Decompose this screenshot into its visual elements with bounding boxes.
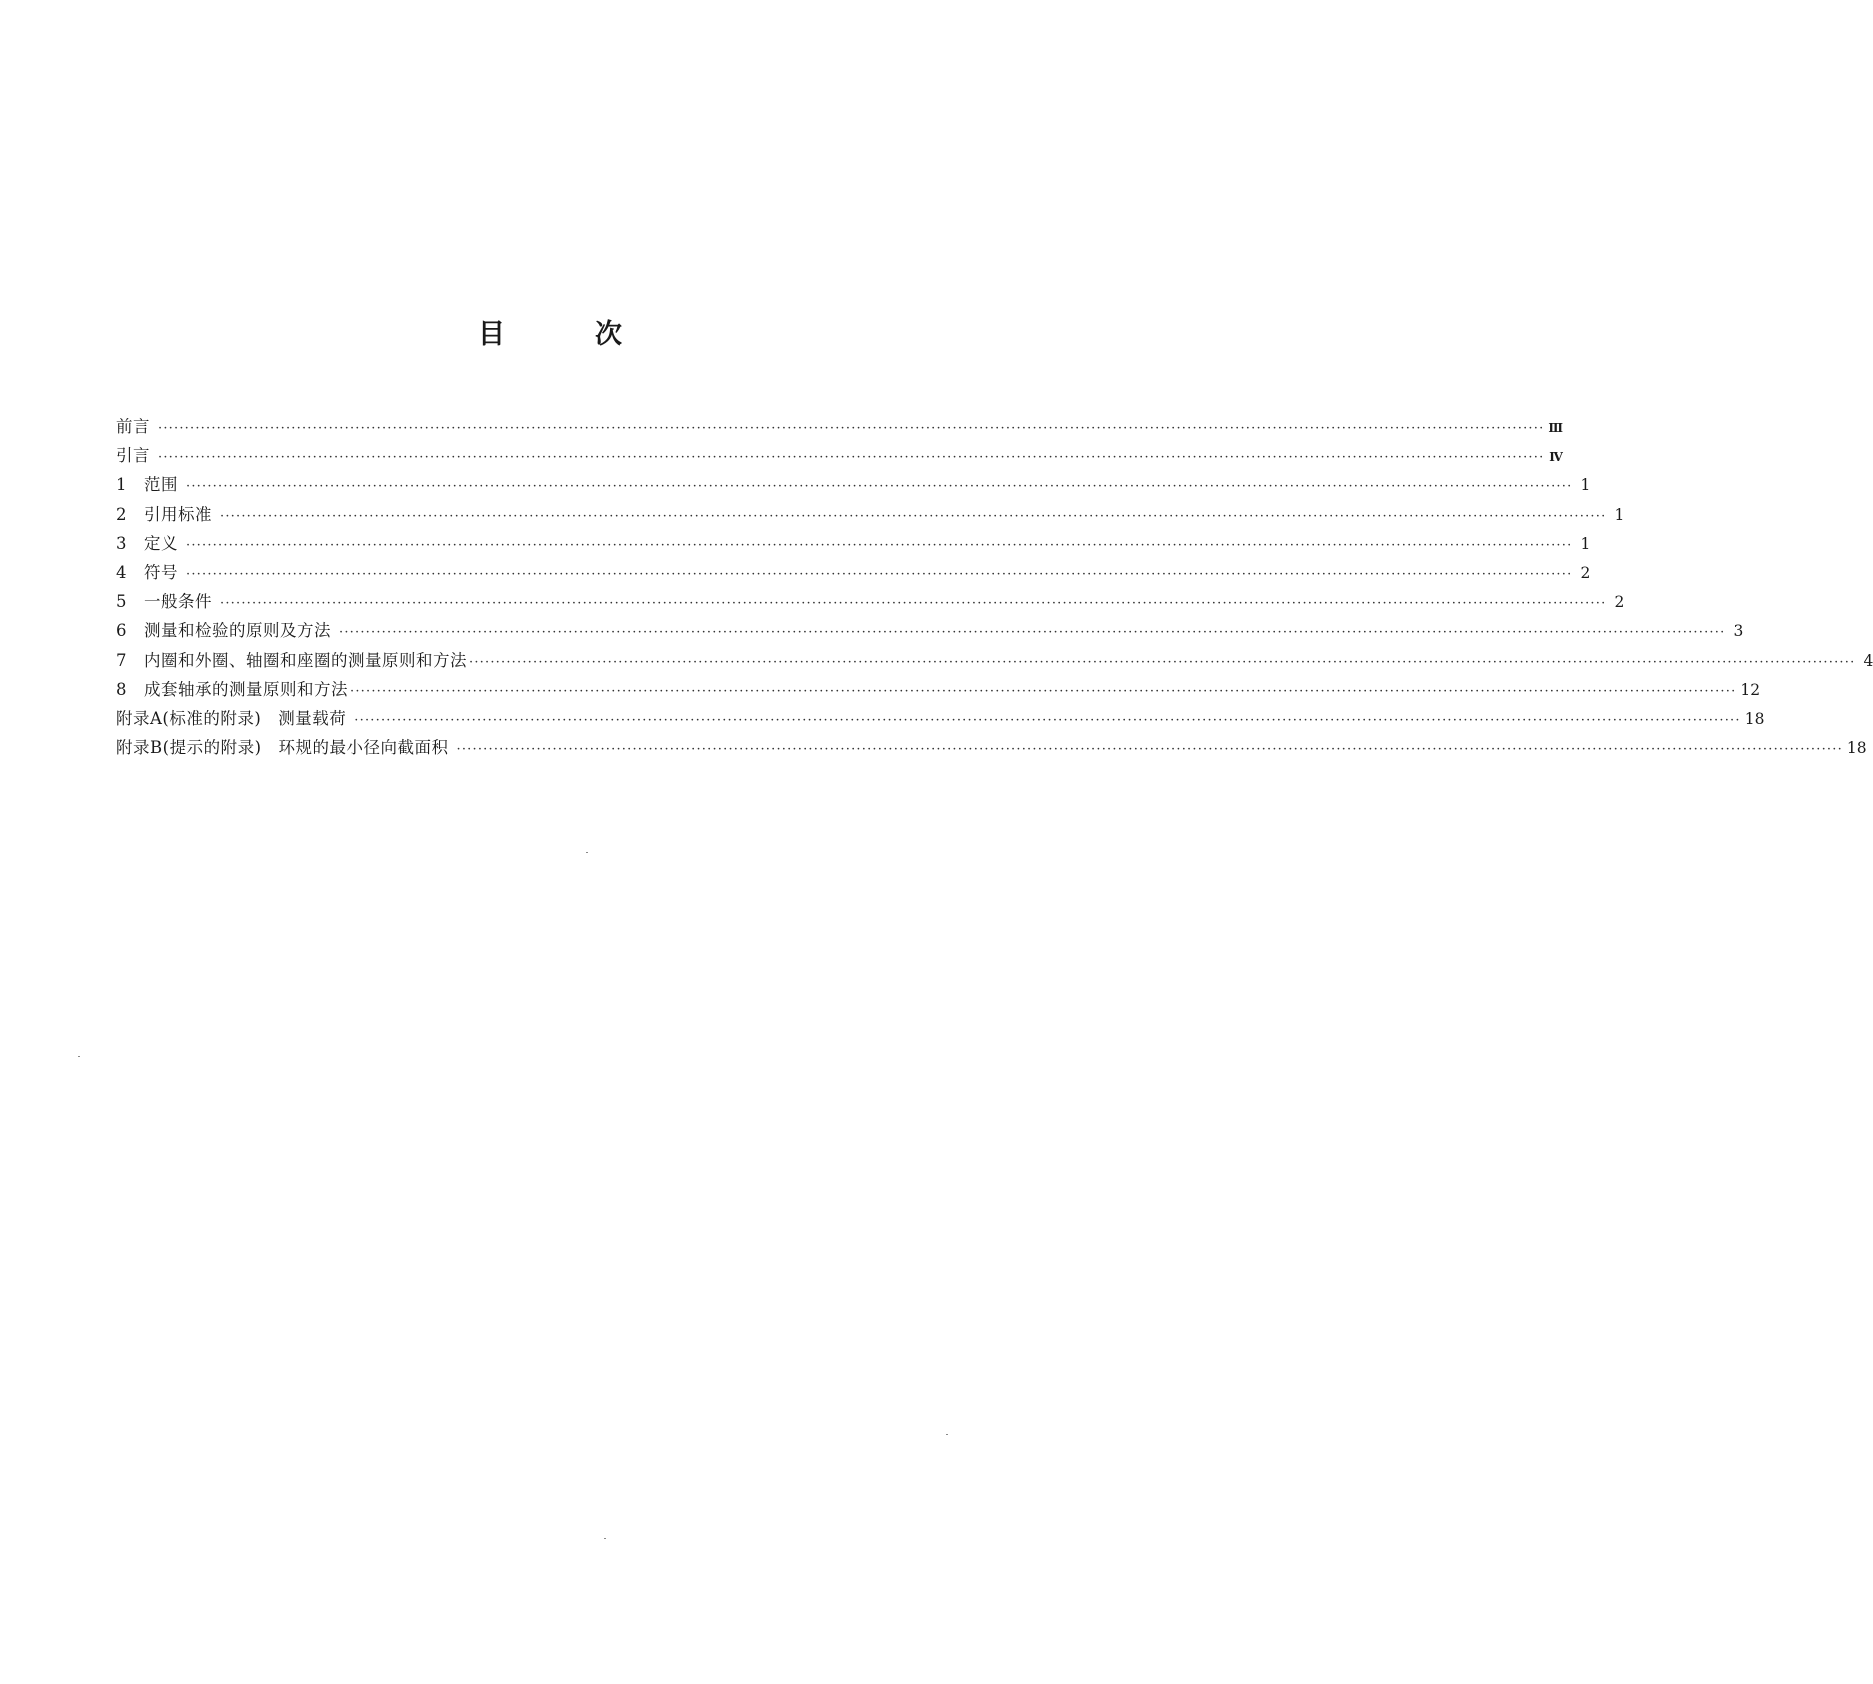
toc-entry bbox=[116, 704, 1765, 733]
toc-entry bbox=[116, 616, 1744, 645]
toc-entry-page-number: 2 bbox=[1614, 593, 1625, 612]
toc-entry bbox=[116, 646, 1873, 675]
toc-entry-page-number: 1 bbox=[1580, 534, 1591, 553]
toc-entry-page-number: 18 bbox=[1846, 739, 1867, 758]
toc-entry-label: 附录B(提示的附录) 环规的最小径向截面积 bbox=[116, 738, 449, 758]
toc-entry-label: 符号 bbox=[144, 562, 178, 582]
page-title-char-1: 目 bbox=[478, 319, 507, 350]
toc-entry-label: 引言 bbox=[116, 446, 150, 466]
toc-entry bbox=[116, 441, 1563, 470]
scan-speck bbox=[946, 1434, 948, 1435]
toc-entry bbox=[116, 675, 1761, 704]
toc-dot-leader: ···································································································································································································································································· bbox=[186, 537, 1573, 553]
toc-entry-page-number: 12 bbox=[1740, 680, 1761, 699]
toc-dot-leader: ···································································································································································································································································· bbox=[339, 625, 1726, 641]
toc-entry-number: 1 bbox=[116, 475, 127, 495]
toc-dot-leader: ···································································································································································································································································· bbox=[354, 712, 1741, 728]
toc-dot-leader: ···································································································································································································································································· bbox=[220, 596, 1607, 612]
scan-speck bbox=[586, 852, 588, 853]
toc-dot-leader: ···································································································································································································································································· bbox=[158, 450, 1545, 466]
toc-entry-number: 7 bbox=[116, 650, 127, 670]
toc-entry bbox=[116, 587, 1625, 616]
scan-speck bbox=[78, 1056, 80, 1057]
scan-speck bbox=[604, 1538, 606, 1539]
toc-dot-leader: ···································································································································································································································································· bbox=[350, 683, 1737, 699]
page-title-char-2: 次 bbox=[595, 319, 624, 350]
toc-entry-page-number: 1 bbox=[1614, 505, 1625, 524]
toc-entry-page-number: 4 bbox=[1863, 651, 1873, 670]
toc-entry-number: 4 bbox=[116, 562, 127, 582]
toc-dot-leader: ···································································································································································································································································· bbox=[220, 508, 1607, 524]
toc-entry-number: 5 bbox=[116, 592, 127, 612]
toc-entry-page-number: 18 bbox=[1744, 709, 1765, 728]
toc-entry-label: 范围 bbox=[144, 475, 178, 495]
table-of-contents bbox=[116, 412, 1873, 762]
toc-entry bbox=[116, 500, 1625, 529]
toc-entry-label: 附录A(标准的附录) 测量载荷 bbox=[116, 708, 347, 728]
toc-dot-leader: ···································································································································································································································································· bbox=[158, 421, 1545, 436]
toc-entry-page-number: 2 bbox=[1580, 563, 1591, 582]
toc-entry-label: 内圈和外圈、轴圈和座圈的测量原则和方法 bbox=[144, 650, 467, 670]
toc-entry-label: 引用标准 bbox=[144, 504, 212, 524]
toc-entry-page-number: 3 bbox=[1733, 622, 1744, 641]
toc-entry-number: 6 bbox=[116, 621, 127, 641]
toc-entry bbox=[116, 412, 1563, 441]
toc-dot-leader: ···································································································································································································································································· bbox=[456, 742, 1843, 758]
toc-entry-label: 一般条件 bbox=[144, 592, 212, 612]
toc-entry-label: 成套轴承的测量原则和方法 bbox=[144, 679, 348, 699]
toc-entry bbox=[116, 558, 1591, 587]
toc-entry-number: 2 bbox=[116, 504, 127, 524]
toc-entry bbox=[116, 470, 1591, 499]
toc-entry-page-number: Ⅳ bbox=[1549, 450, 1563, 465]
toc-entry-label: 前言 bbox=[116, 417, 150, 436]
toc-dot-leader: ···································································································································································································································································· bbox=[186, 566, 1573, 582]
toc-entry-number: 8 bbox=[116, 679, 127, 699]
page-title bbox=[0, 312, 1102, 351]
toc-entry-label: 测量和检验的原则及方法 bbox=[144, 621, 331, 641]
toc-entry-page-number: Ⅲ bbox=[1548, 421, 1563, 435]
toc-entry-number: 3 bbox=[116, 533, 127, 553]
toc-dot-leader: ···································································································································································································································································· bbox=[186, 479, 1573, 495]
toc-entry-page-number: 1 bbox=[1580, 476, 1591, 495]
toc-dot-leader: ···································································································································································································································································· bbox=[469, 654, 1856, 670]
toc-entry bbox=[116, 733, 1867, 762]
toc-entry bbox=[116, 529, 1591, 558]
toc-entry-label: 定义 bbox=[144, 533, 178, 553]
